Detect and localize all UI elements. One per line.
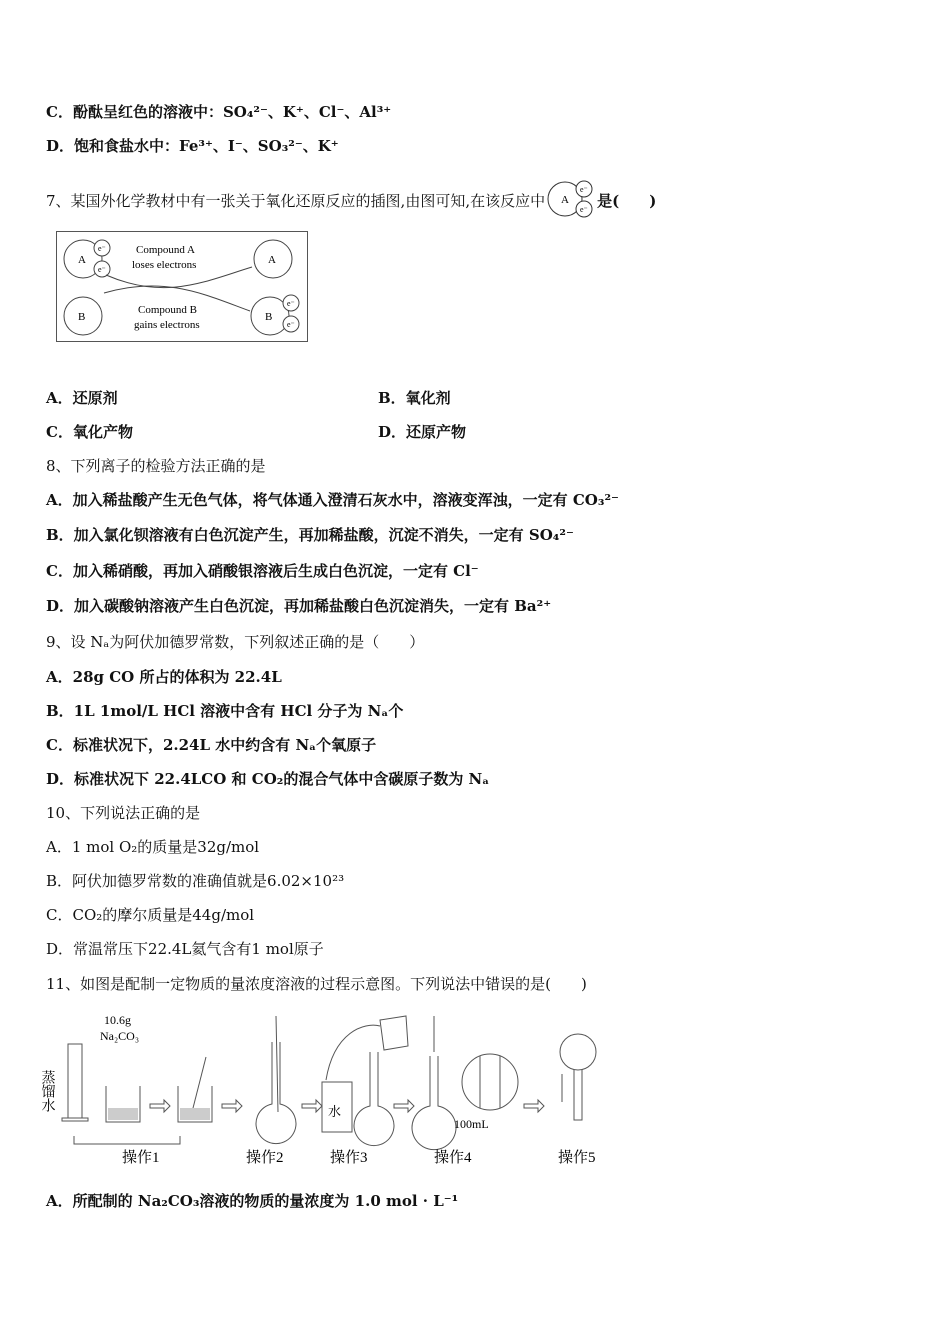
q9-option-b: B．1L 1mol/L HCl 溶液中含有 HCl 分子为 Nₐ个: [46, 702, 404, 720]
svg-text:B: B: [78, 311, 86, 323]
svg-text:Compound A: Compound A: [136, 244, 195, 256]
q10-option-c: C．CO₂的摩尔质量是44g/mol: [46, 906, 255, 924]
q10-option-b: B．阿伏加德罗常数的准确值就是6.02×10²³: [46, 872, 345, 890]
q7-stem-end: 是( ): [597, 192, 657, 210]
q7-option-a: A．还原剂: [46, 389, 118, 407]
q11-stem: 11、如图是配制一定物质的量浓度溶液的过程示意图。下列说法中错误的是( ): [46, 975, 587, 993]
q7-stem-text: 7、某国外化学教材中有一张关于氧化还原反应的插图,由图可知,在该反应中: [46, 192, 546, 210]
svg-text:e⁻: e⁻: [580, 205, 588, 214]
svg-text:gains electrons: gains electrons: [134, 319, 200, 331]
q9-stem: 9、设 Nₐ为阿伏加德罗常数，下列叙述正确的是（ ）: [46, 633, 425, 651]
q11-option-a: A．所配制的 Na₂CO₃溶液的物质的量浓度为 1.0 mol · L⁻¹: [46, 1192, 459, 1210]
svg-text:e⁻: e⁻: [287, 320, 295, 329]
svg-text:Na₂CO₃: Na₂CO₃: [100, 1029, 140, 1043]
q8-option-c: C．加入稀硝酸，再加入硝酸银溶液后生成白色沉淀，一定有 Cl⁻: [46, 562, 479, 580]
q7-option-d: D．还原产物: [378, 423, 467, 441]
q8-option-a: A．加入稀盐酸产生无色气体，将气体通入澄清石灰水中，溶液变浑浊，一定有 CO₃²⁻: [46, 491, 619, 509]
svg-text:loses electrons: loses electrons: [132, 259, 197, 271]
q10-option-d: D．常温常压下22.4L氦气含有1 mol原子: [46, 940, 324, 958]
q8-option-d: D．加入碳酸钠溶液产生白色沉淀，再加稀盐酸白色沉淀消失，一定有 Ba²⁺: [46, 597, 552, 615]
solution-preparation-figure: [39, 1012, 624, 1172]
svg-text:e⁻: e⁻: [580, 185, 588, 194]
q9-option-a: A．28g CO 所占的体积为 22.4L: [46, 668, 282, 686]
svg-text:e⁻: e⁻: [287, 299, 295, 308]
svg-text:e⁻: e⁻: [98, 265, 106, 274]
q7-option-c: C．氧化产物: [46, 423, 133, 441]
svg-text:A: A: [78, 254, 86, 266]
redox-diagram: [56, 231, 308, 342]
step-5-label: 操作5: [558, 1150, 596, 1166]
svg-text:B: B: [265, 311, 273, 323]
step-1-label: 操作1: [122, 1150, 160, 1166]
step-3-label: 操作3: [330, 1150, 368, 1166]
svg-text:10.6g: 10.6g: [104, 1013, 131, 1027]
q6-option-c: C．酚酞呈红色的溶液中：SO₄²⁻、K⁺、Cl⁻、Al³⁺: [46, 103, 392, 121]
q8-option-b: B．加入氯化钡溶液有白色沉淀产生，再加稀盐酸，沉淀不消失，一定有 SO₄²⁻: [46, 526, 574, 544]
atom-electrons-icon: [545, 178, 597, 220]
svg-text:水: 水: [328, 1104, 342, 1119]
svg-text:A: A: [561, 194, 570, 206]
step-4-label: 操作4: [434, 1150, 472, 1166]
svg-text:Compound B: Compound B: [138, 304, 197, 316]
q7-option-b: B．氧化剂: [378, 389, 451, 407]
svg-text:蒸馏水: 蒸馏水: [39, 1070, 55, 1112]
q8-stem: 8、下列离子的检验方法正确的是: [46, 457, 266, 475]
q7-stem: [46, 182, 656, 220]
q6-option-d: D．饱和食盐水中：Fe³⁺、I⁻、SO₃²⁻、K⁺: [46, 137, 339, 155]
svg-text:e⁻: e⁻: [98, 244, 106, 253]
q9-option-c: C．标准状况下，2.24L 水中约含有 Nₐ个氧原子: [46, 736, 377, 754]
svg-text:A: A: [268, 254, 276, 266]
step-2-label: 操作2: [246, 1150, 284, 1166]
q10-stem: 10、下列说法正确的是: [46, 804, 201, 822]
svg-text:100mL: 100mL: [454, 1117, 489, 1131]
q10-option-a: A．1 mol O₂的质量是32g/mol: [46, 838, 260, 856]
q9-option-d: D．标准状况下 22.4LCO 和 CO₂的混合气体中含碳原子数为 Nₐ: [46, 770, 490, 788]
